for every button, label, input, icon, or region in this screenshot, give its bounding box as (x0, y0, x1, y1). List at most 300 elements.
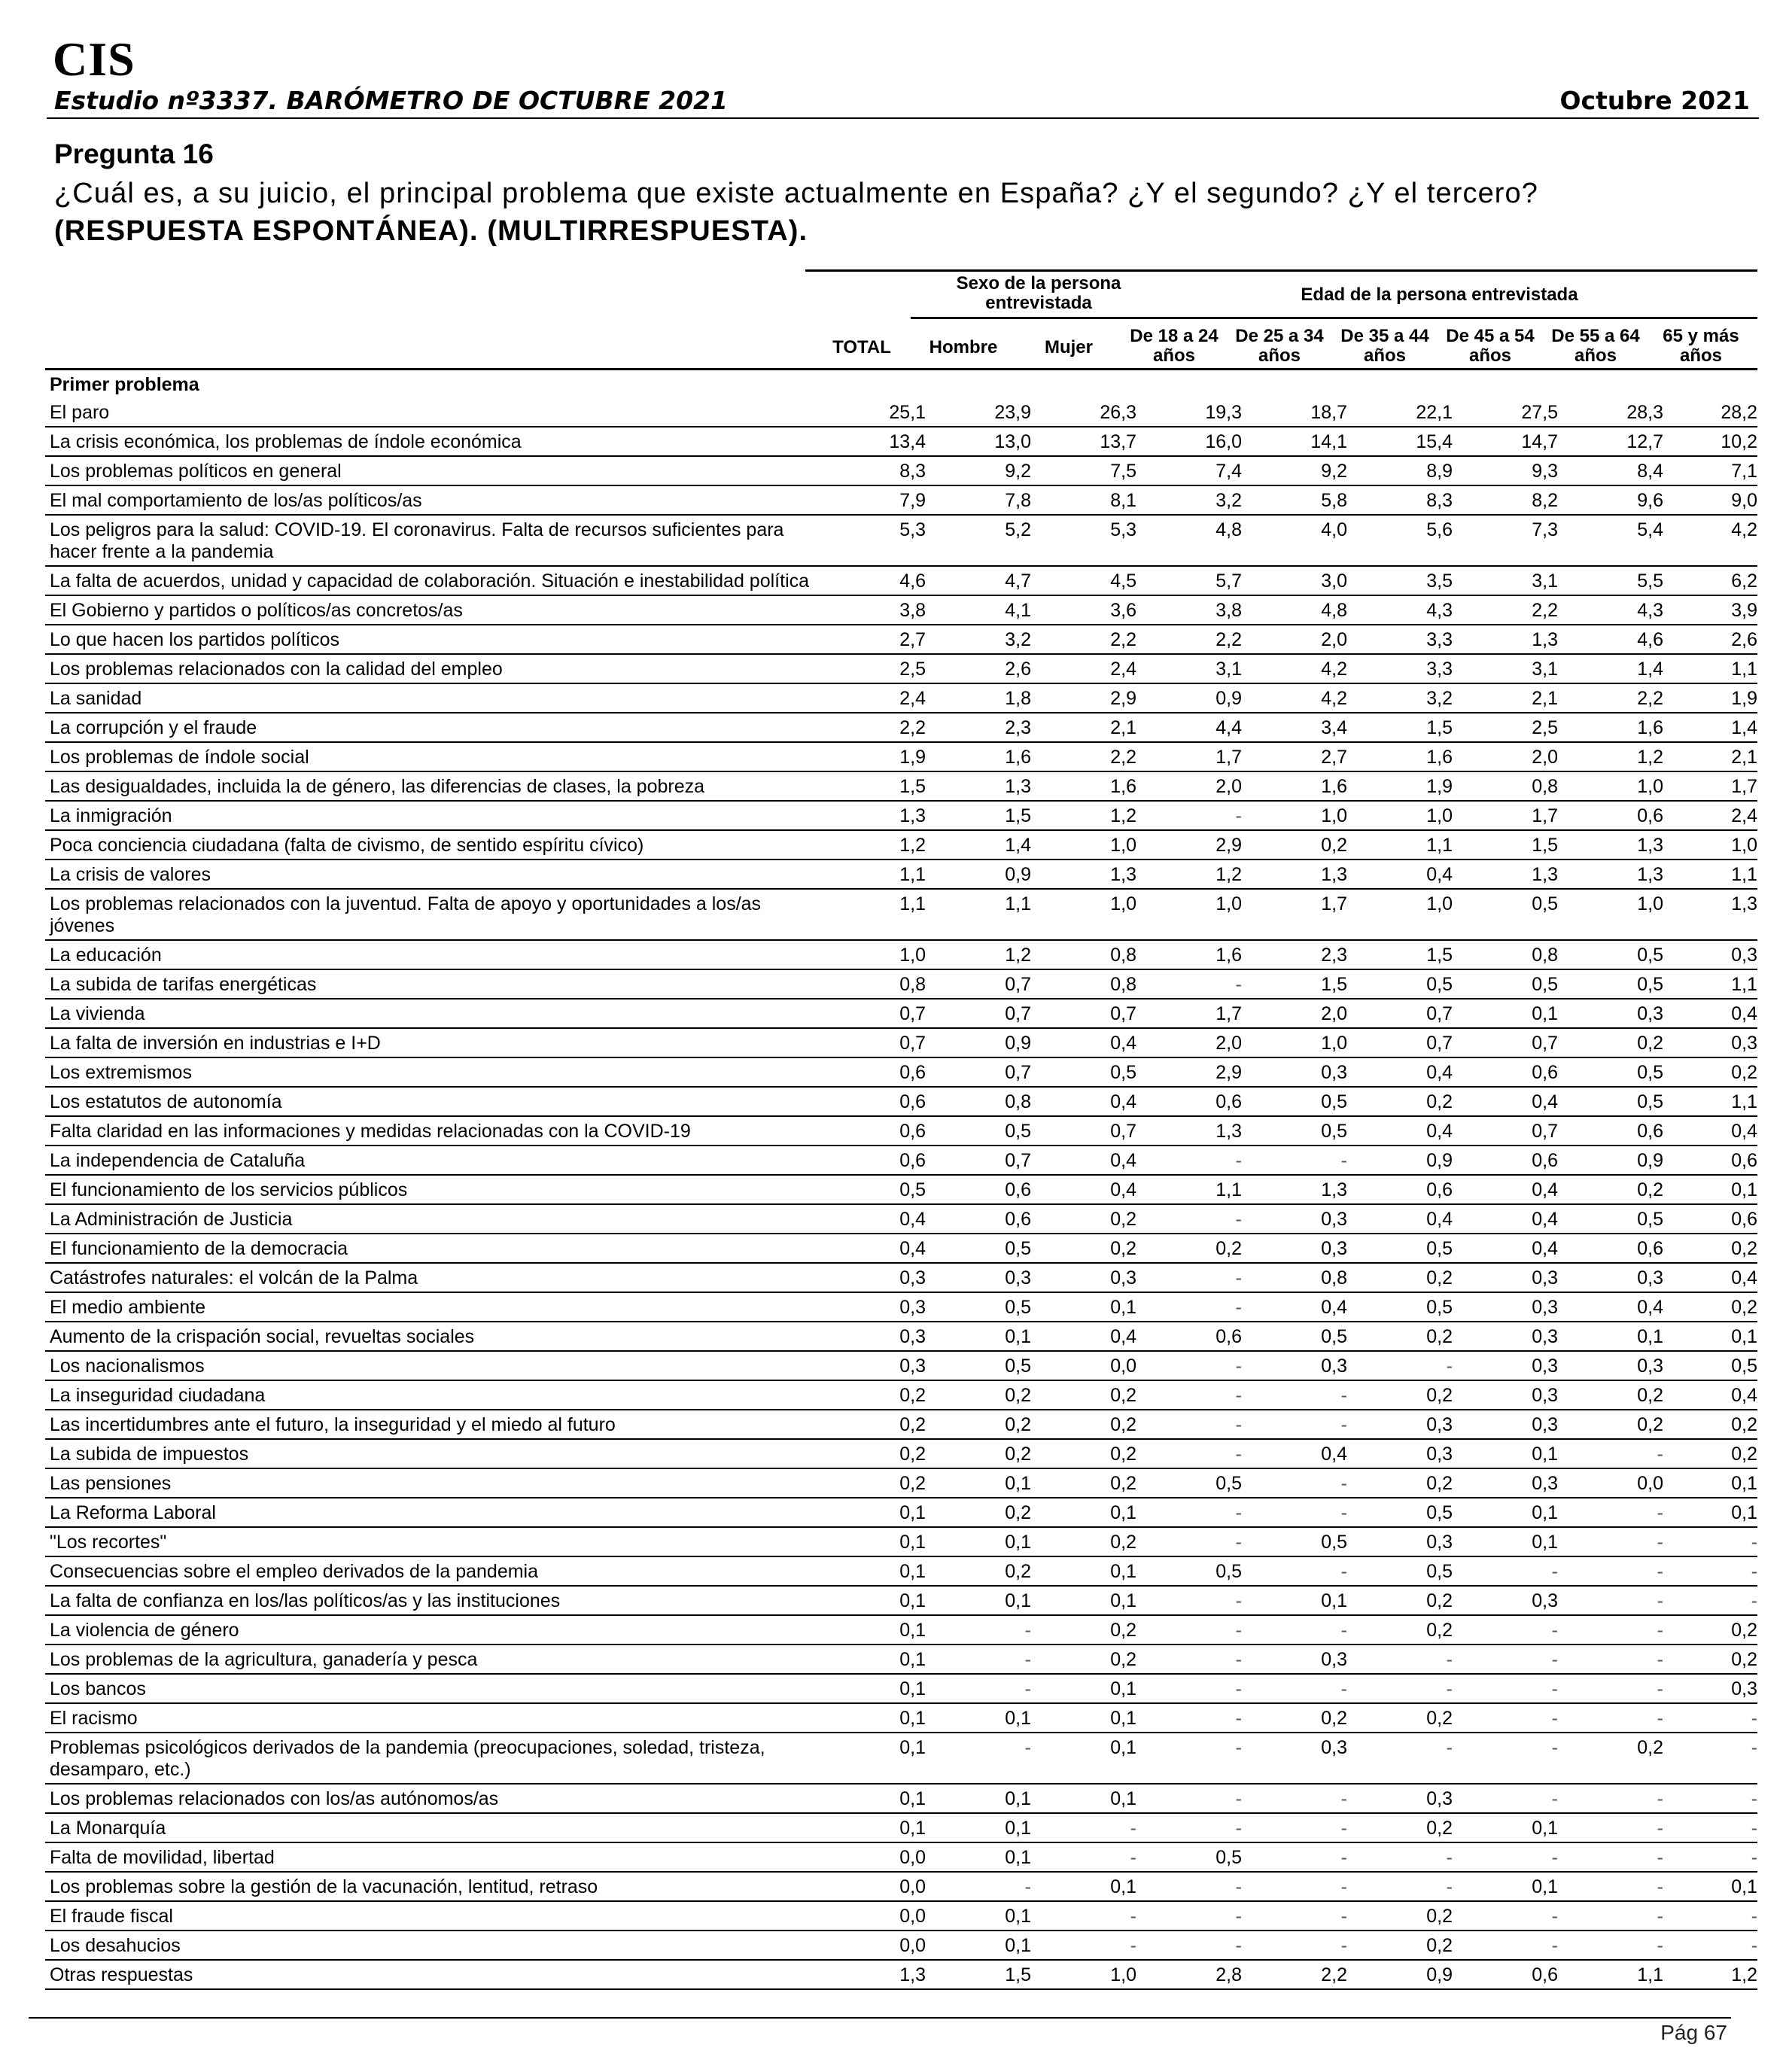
row-value: - (1136, 1204, 1242, 1234)
row-value: 1,0 (1663, 830, 1757, 860)
row-value: 1,1 (1347, 830, 1453, 860)
row-value: - (1558, 1842, 1663, 1872)
row-value: 8,3 (1347, 485, 1453, 515)
row-label: Los problemas de índole social (45, 742, 820, 771)
row-value: 3,2 (926, 625, 1031, 654)
row-value: - (1136, 1498, 1242, 1527)
row-value: 1,9 (1347, 771, 1453, 801)
row-value: 0,2 (1031, 1468, 1136, 1498)
row-label: El funcionamiento de los servicios públicos (45, 1175, 820, 1204)
table-row (45, 1087, 1757, 1116)
row-value: 0,2 (926, 1410, 1031, 1439)
row-value: 1,3 (1242, 1175, 1347, 1204)
table-row (45, 1527, 1757, 1556)
row-value: 1,2 (1663, 1960, 1757, 1989)
row-value: 0,1 (926, 1322, 1031, 1351)
row-value: 0,5 (820, 1175, 926, 1204)
row-value: 15,4 (1347, 427, 1453, 456)
row-value: 9,0 (1663, 485, 1757, 515)
row-value: - (1663, 1901, 1757, 1931)
row-value: 0,5 (1558, 1204, 1663, 1234)
row-label: Los problemas de la agricultura, ganadería y pesca (45, 1645, 820, 1674)
table-row (45, 456, 1757, 485)
row-value: 2,0 (1136, 1028, 1242, 1057)
row-label: Los peligros para la salud: COVID-19. El coronavirus. Falta de recursos suficientes para hacer frente a la pandemia (45, 515, 820, 566)
row-value: 4,0 (1242, 515, 1347, 566)
row-value: 7,3 (1453, 515, 1558, 566)
table-row (45, 595, 1757, 625)
row-value: 0,1 (1031, 1556, 1136, 1586)
row-value: 1,4 (926, 830, 1031, 860)
table-row (45, 683, 1757, 713)
row-value: 0,5 (926, 1116, 1031, 1146)
row-value: 0,6 (820, 1146, 926, 1175)
row-value: - (1663, 1586, 1757, 1615)
table-row (45, 625, 1757, 654)
row-value: 2,0 (1242, 999, 1347, 1028)
row-value: 0,3 (1242, 1204, 1347, 1234)
row-value: 4,8 (1242, 595, 1347, 625)
row-value: 4,3 (1347, 595, 1453, 625)
question-number: Pregunta 16 (54, 138, 214, 169)
row-value: 1,0 (1558, 771, 1663, 801)
row-label: El Gobierno y partidos o políticos/as concretos/as (45, 595, 820, 625)
row-value: 9,2 (1242, 456, 1347, 485)
row-value: 0,6 (1453, 1960, 1558, 1989)
row-value: 0,7 (926, 999, 1031, 1028)
row-value: 0,9 (926, 860, 1031, 889)
row-value: 3,2 (1347, 683, 1453, 713)
row-value: 0,9 (1347, 1960, 1453, 1989)
col-hombre: Hombre (929, 337, 998, 358)
table-row (45, 860, 1757, 889)
row-value: 0,6 (926, 1175, 1031, 1204)
row-value: 5,8 (1242, 485, 1347, 515)
row-label: El mal comportamiento de los/as políticos/as (45, 485, 820, 515)
row-value: 7,8 (926, 485, 1031, 515)
row-value: 2,2 (820, 713, 926, 742)
row-value: 1,3 (820, 801, 926, 830)
row-value: 0,9 (1136, 683, 1242, 713)
row-value: 0,2 (1242, 830, 1347, 860)
row-value: 0,7 (820, 999, 926, 1028)
row-value: 3,9 (1663, 595, 1757, 625)
row-value: 0,2 (1558, 1733, 1663, 1784)
row-label: "Los recortes" (45, 1527, 820, 1556)
row-value: 0,2 (1663, 1410, 1757, 1439)
row-value: 1,6 (1136, 940, 1242, 969)
row-value: 0,4 (1663, 999, 1757, 1028)
row-value: 0,2 (1031, 1439, 1136, 1468)
row-value: 0,4 (1663, 1380, 1757, 1410)
row-label: La crisis de valores (45, 860, 820, 889)
row-value: 0,5 (1136, 1556, 1242, 1586)
row-value: 5,3 (820, 515, 926, 566)
row-value: 0,4 (1347, 1204, 1453, 1234)
row-value: 0,3 (1453, 1351, 1558, 1380)
row-value: 0,4 (1031, 1087, 1136, 1116)
row-value: 0,5 (1347, 1292, 1453, 1322)
row-value: 1,5 (1242, 969, 1347, 999)
row-value: 0,3 (1558, 1263, 1663, 1292)
row-value: - (1347, 1872, 1453, 1901)
row-value: - (1242, 1498, 1347, 1527)
row-value: - (1242, 1901, 1347, 1931)
row-value: 13,4 (820, 427, 926, 456)
row-value: 0,7 (926, 1146, 1031, 1175)
row-label: La falta de confianza en los/las políticos/as y las instituciones (45, 1586, 820, 1615)
row-label: Las incertidumbres ante el futuro, la inseguridad y el miedo al futuro (45, 1410, 820, 1439)
row-value: 1,5 (1453, 830, 1558, 860)
row-value: 0,2 (1031, 1380, 1136, 1410)
row-value: 3,5 (1347, 566, 1453, 595)
question-body: ¿Cuál es, a su juicio, el principal problema que existe actualmente en España? ¿Y el segundo? ¿Y el tercero? (54, 178, 1539, 209)
row-value: 3,1 (1453, 654, 1558, 683)
row-value: 0,3 (1453, 1410, 1558, 1439)
row-value: 0,2 (820, 1439, 926, 1468)
row-value: 0,1 (926, 1842, 1031, 1872)
row-label: El fraude fiscal (45, 1901, 820, 1931)
row-value: 1,1 (1663, 1087, 1757, 1116)
row-value: - (1558, 1674, 1663, 1703)
row-label: Los nacionalismos (45, 1351, 820, 1380)
row-value: 0,2 (1663, 1615, 1757, 1645)
row-value: 0,2 (1347, 1931, 1453, 1960)
row-value: 0,2 (1347, 1263, 1453, 1292)
row-label: La Administración de Justicia (45, 1204, 820, 1234)
row-value: 0,3 (1558, 1351, 1663, 1380)
row-label: El paro (45, 398, 820, 427)
row-label: La subida de tarifas energéticas (45, 969, 820, 999)
row-value: - (1136, 1410, 1242, 1439)
row-value: - (1453, 1842, 1558, 1872)
row-value: 0,2 (1558, 1175, 1663, 1204)
row-value: 4,2 (1242, 654, 1347, 683)
table-row (45, 654, 1757, 683)
row-value: 0,1 (1663, 1175, 1757, 1204)
row-value: 0,1 (1453, 1872, 1558, 1901)
row-value: - (1453, 1674, 1558, 1703)
row-value: - (1663, 1813, 1757, 1842)
row-value: 27,5 (1453, 398, 1558, 427)
row-value: 0,3 (1663, 940, 1757, 969)
row-value: 0,4 (1453, 1087, 1558, 1116)
row-value: 0,5 (1136, 1842, 1242, 1872)
row-value: - (1558, 1615, 1663, 1645)
row-value: 1,7 (1136, 742, 1242, 771)
row-value: 2,6 (926, 654, 1031, 683)
row-value: 0,5 (1347, 1498, 1453, 1527)
row-value: - (1558, 1645, 1663, 1674)
col-age-55-64: De 55 a 64 años (1551, 326, 1640, 366)
row-value: - (1347, 1645, 1453, 1674)
row-value: 2,5 (1453, 713, 1558, 742)
row-value: 0,1 (1242, 1586, 1347, 1615)
row-value: 0,2 (1663, 1234, 1757, 1263)
row-value: - (1136, 1615, 1242, 1645)
row-value: 0,5 (1453, 889, 1558, 940)
row-value: 13,0 (926, 427, 1031, 456)
table-row (45, 1380, 1757, 1410)
row-value: 4,4 (1136, 713, 1242, 742)
row-value: 0,3 (820, 1263, 926, 1292)
table-row (45, 1556, 1757, 1586)
row-value: 1,1 (820, 860, 926, 889)
row-value: - (1136, 1263, 1242, 1292)
row-value: 0,2 (926, 1498, 1031, 1527)
row-value: 1,1 (820, 889, 926, 940)
table-row (45, 801, 1757, 830)
row-value: - (1136, 1380, 1242, 1410)
table-row (45, 1057, 1757, 1087)
row-value: 0,1 (1031, 1292, 1136, 1322)
row-value: - (1558, 1901, 1663, 1931)
section-label: Primer problema (50, 374, 199, 395)
row-value: - (926, 1674, 1031, 1703)
row-value: 1,6 (1347, 742, 1453, 771)
row-value: - (1136, 1674, 1242, 1703)
row-value: - (1136, 1813, 1242, 1842)
row-value: - (1558, 1586, 1663, 1615)
row-value: - (1136, 801, 1242, 830)
row-value: 1,3 (1663, 889, 1757, 940)
table-row (45, 1204, 1757, 1234)
row-value: 4,5 (1031, 566, 1136, 595)
row-value: 0,7 (1453, 1116, 1558, 1146)
col-age-18-24: De 18 a 24 años (1130, 326, 1219, 366)
row-value: 0,1 (820, 1813, 926, 1842)
row-value: 0,6 (1453, 1146, 1558, 1175)
row-value: 0,1 (926, 1931, 1031, 1960)
row-value: 0,7 (820, 1028, 926, 1057)
row-value: 0,4 (1663, 1263, 1757, 1292)
row-value: - (926, 1872, 1031, 1901)
row-value: 0,2 (1031, 1234, 1136, 1263)
question-note: (RESPUESTA ESPONTÁNEA). (MULTIRRESPUESTA). (54, 215, 808, 247)
row-label: Otras respuestas (45, 1960, 820, 1989)
row-value: 0,2 (1558, 1410, 1663, 1439)
row-value: 0,7 (1347, 999, 1453, 1028)
row-value: 0,3 (1453, 1586, 1558, 1615)
row-value: - (1663, 1556, 1757, 1586)
row-value: 0,1 (820, 1527, 926, 1556)
row-value: 0,0 (820, 1901, 926, 1931)
row-value: - (1347, 1842, 1453, 1872)
row-value: 0,6 (1558, 1234, 1663, 1263)
row-value: 0,2 (1663, 1645, 1757, 1674)
row-value: 1,6 (926, 742, 1031, 771)
row-value: 0,1 (820, 1645, 926, 1674)
row-value: 0,8 (1453, 940, 1558, 969)
table-row (45, 940, 1757, 969)
row-value: 1,2 (926, 940, 1031, 969)
row-value: 0,4 (1242, 1439, 1347, 1468)
row-value: 14,1 (1242, 427, 1347, 456)
row-value: 0,4 (1663, 1116, 1757, 1146)
group-sex-header: Sexo de la persona entrevistada (956, 273, 1121, 313)
row-value: 8,3 (820, 456, 926, 485)
row-value: 2,2 (1031, 742, 1136, 771)
row-value: - (926, 1615, 1031, 1645)
row-value: 2,2 (1136, 625, 1242, 654)
row-value: 1,5 (820, 771, 926, 801)
row-value: 0,4 (1031, 1146, 1136, 1175)
row-value: 0,1 (1453, 1439, 1558, 1468)
row-value: 1,2 (1136, 860, 1242, 889)
row-value: 0,1 (1453, 1527, 1558, 1556)
row-value: 0,1 (1558, 1322, 1663, 1351)
row-value: 0,2 (1347, 1901, 1453, 1931)
row-label: Los bancos (45, 1674, 820, 1703)
row-label: Falta de movilidad, libertad (45, 1842, 820, 1872)
row-value: 2,8 (1136, 1960, 1242, 1989)
table-row (45, 1146, 1757, 1175)
age-group-rule (1121, 317, 1757, 319)
row-value: 1,5 (1347, 940, 1453, 969)
table-row (45, 1498, 1757, 1527)
row-value: - (1136, 1901, 1242, 1931)
row-value: 0,2 (1663, 1292, 1757, 1322)
row-value: 0,6 (1558, 801, 1663, 830)
row-value: - (1242, 1468, 1347, 1498)
row-value: - (1558, 1556, 1663, 1586)
row-value: 0,3 (820, 1292, 926, 1322)
row-value: - (1242, 1615, 1347, 1645)
table-row (45, 742, 1757, 771)
row-value: 0,4 (1347, 1057, 1453, 1087)
row-value: 2,3 (1242, 940, 1347, 969)
results-body (45, 370, 1757, 1989)
row-value: - (1558, 1784, 1663, 1813)
row-value: 0,0 (1031, 1351, 1136, 1380)
row-value: 0,5 (1453, 969, 1558, 999)
row-value: 0,1 (1453, 1498, 1558, 1527)
row-value: 0,3 (1558, 999, 1663, 1028)
row-value: 0,6 (1347, 1175, 1453, 1204)
row-value: 0,6 (1663, 1146, 1757, 1175)
row-value: 1,1 (1663, 969, 1757, 999)
row-value: - (1242, 1813, 1347, 1842)
row-value: 0,5 (1347, 1556, 1453, 1586)
row-value: 0,7 (1031, 1116, 1136, 1146)
row-value: 0,3 (1453, 1468, 1558, 1498)
row-value: 6,2 (1663, 566, 1757, 595)
row-value: 2,7 (1242, 742, 1347, 771)
row-label: Los problemas relacionados con la calidad del empleo (45, 654, 820, 683)
row-value: 1,8 (926, 683, 1031, 713)
row-value: 3,3 (1347, 654, 1453, 683)
row-value: 0,6 (820, 1116, 926, 1146)
row-value: 0,1 (926, 1586, 1031, 1615)
row-value: 0,5 (1347, 1234, 1453, 1263)
row-value: 0,1 (1031, 1784, 1136, 1813)
row-value: 0,4 (1031, 1028, 1136, 1057)
row-value: 0,1 (1663, 1498, 1757, 1527)
row-value: 0,4 (1453, 1204, 1558, 1234)
table-row (45, 1645, 1757, 1674)
row-value: 1,0 (1031, 1960, 1136, 1989)
row-value: 4,2 (1242, 683, 1347, 713)
row-value: 0,5 (926, 1292, 1031, 1322)
question-text (54, 175, 1748, 250)
row-value: 1,9 (820, 742, 926, 771)
row-value: 1,0 (1242, 801, 1347, 830)
row-value: 2,4 (1031, 654, 1136, 683)
row-value: 7,4 (1136, 456, 1242, 485)
row-value: - (1558, 1498, 1663, 1527)
col-age-25-34: De 25 a 34 años (1235, 326, 1324, 366)
row-value: - (1136, 1146, 1242, 1175)
row-value: - (1242, 1931, 1347, 1960)
row-value: - (1558, 1527, 1663, 1556)
table-row (45, 1615, 1757, 1645)
row-value: - (1558, 1931, 1663, 1960)
row-value: 0,1 (1031, 1872, 1136, 1901)
row-label: Problemas psicológicos derivados de la pandemia (preocupaciones, soledad, tristeza, desamparo, etc.) (45, 1733, 820, 1784)
row-value: 0,9 (1558, 1146, 1663, 1175)
row-value: 0,1 (820, 1498, 926, 1527)
row-value: 9,2 (926, 456, 1031, 485)
row-value: 0,1 (820, 1556, 926, 1586)
row-value: 19,3 (1136, 398, 1242, 427)
row-label: Las desigualdades, incluida la de género, las diferencias de clases, la pobreza (45, 771, 820, 801)
row-label: La inseguridad ciudadana (45, 1380, 820, 1410)
row-value: 10,2 (1663, 427, 1757, 456)
row-value: 0,3 (1242, 1351, 1347, 1380)
row-value: - (1242, 1380, 1347, 1410)
table-row (45, 1439, 1757, 1468)
row-value: 13,7 (1031, 427, 1136, 456)
col-age-45-54: De 45 a 54 años (1446, 326, 1535, 366)
row-value: 2,4 (1663, 801, 1757, 830)
table-row (45, 1468, 1757, 1498)
row-value: 1,1 (1663, 654, 1757, 683)
row-value: 2,9 (1136, 830, 1242, 860)
row-value: 0,1 (1031, 1586, 1136, 1615)
row-label: La crisis económica, los problemas de índole económica (45, 427, 820, 456)
table-row (45, 1733, 1757, 1784)
row-value: 4,3 (1558, 595, 1663, 625)
row-value: 0,3 (1347, 1410, 1453, 1439)
table-row (45, 1674, 1757, 1703)
row-value: 0,5 (1558, 969, 1663, 999)
row-label: La inmigración (45, 801, 820, 830)
row-value: 1,1 (1136, 1175, 1242, 1204)
row-value: - (1347, 1733, 1453, 1784)
row-value: 5,5 (1558, 566, 1663, 595)
row-value: 4,2 (1663, 515, 1757, 566)
row-value: 8,4 (1558, 456, 1663, 485)
row-label: El funcionamiento de la democracia (45, 1234, 820, 1263)
row-value: 26,3 (1031, 398, 1136, 427)
row-value: 7,5 (1031, 456, 1136, 485)
row-value: 4,6 (1558, 625, 1663, 654)
row-label: La vivienda (45, 999, 820, 1028)
row-value: - (1453, 1901, 1558, 1931)
row-value: 2,7 (820, 625, 926, 654)
row-value: 1,2 (1031, 801, 1136, 830)
row-value: - (1031, 1842, 1136, 1872)
row-label: El medio ambiente (45, 1292, 820, 1322)
row-value: 2,2 (1453, 595, 1558, 625)
row-value: 0,8 (1453, 771, 1558, 801)
table-row (45, 771, 1757, 801)
row-value: 28,2 (1663, 398, 1757, 427)
row-label: La subida de impuestos (45, 1439, 820, 1468)
row-label: Los problemas políticos en general (45, 456, 820, 485)
row-value: 0,1 (820, 1703, 926, 1733)
row-value: 0,1 (926, 1813, 1031, 1842)
